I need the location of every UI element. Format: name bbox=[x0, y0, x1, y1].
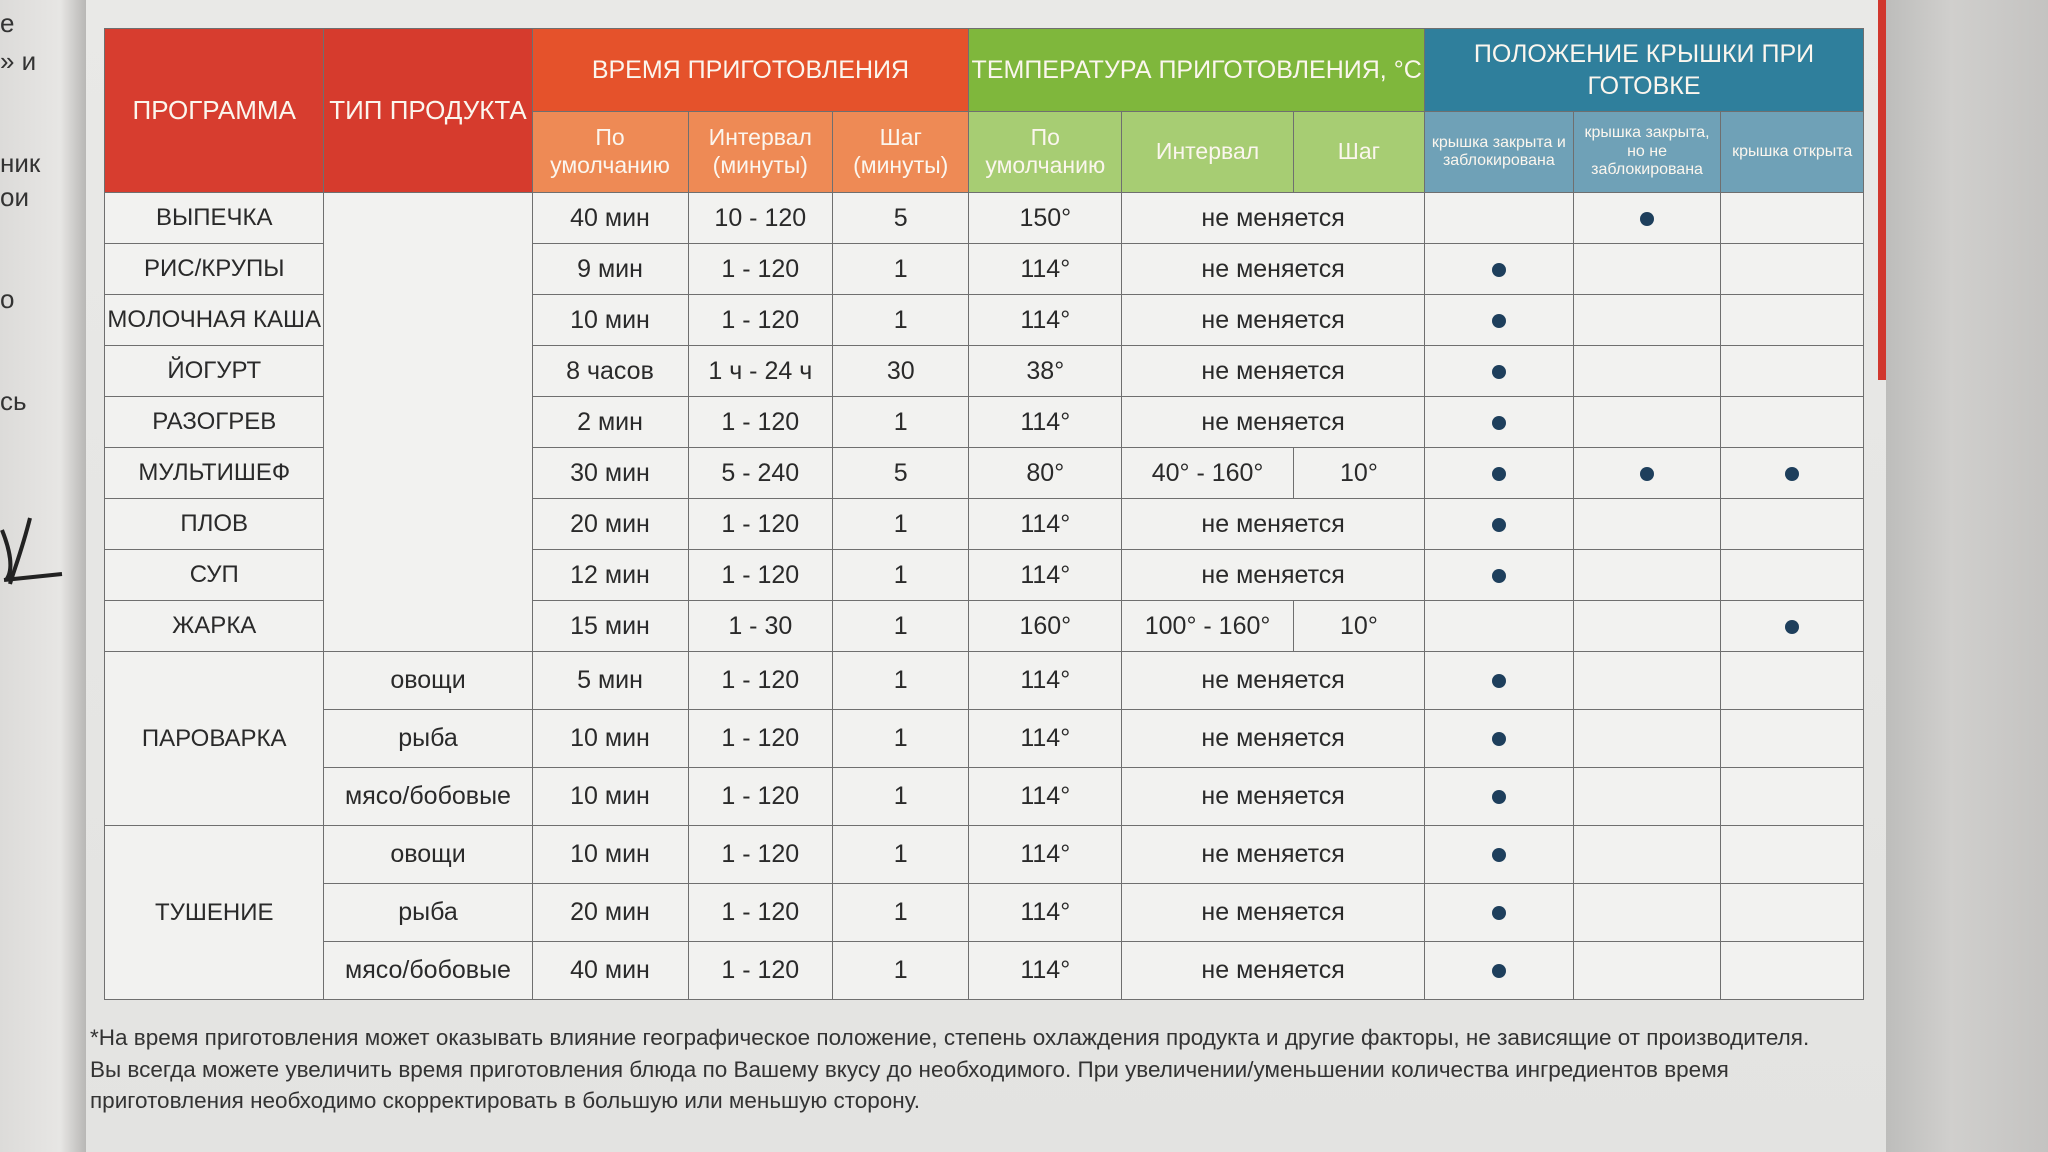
time-default: 5 мин bbox=[532, 652, 688, 710]
lid-closed-locked-cell bbox=[1424, 884, 1573, 942]
temp-default: 114° bbox=[969, 295, 1122, 346]
dot-marker-icon bbox=[1492, 906, 1506, 920]
dot-marker-icon bbox=[1492, 365, 1506, 379]
product-type: овощи bbox=[324, 826, 532, 884]
lid-closed-unlocked-cell bbox=[1573, 448, 1721, 499]
temp-interval: не меняется bbox=[1122, 710, 1425, 768]
time-default: 10 мин bbox=[532, 710, 688, 768]
temp-interval: не меняется bbox=[1122, 652, 1425, 710]
lid-closed-unlocked-cell bbox=[1573, 295, 1721, 346]
lid-open-cell bbox=[1721, 193, 1864, 244]
dot-marker-icon bbox=[1492, 674, 1506, 688]
table-row bbox=[105, 652, 1864, 710]
lid-closed-unlocked-cell bbox=[1573, 768, 1721, 826]
dot-marker-icon bbox=[1492, 518, 1506, 532]
program-name: РИС/КРУПЫ bbox=[105, 244, 324, 295]
time-step: 1 bbox=[833, 295, 969, 346]
page-accent-strip bbox=[1878, 0, 1886, 380]
lid-closed-unlocked-cell bbox=[1573, 499, 1721, 550]
table-row bbox=[105, 193, 1864, 244]
header-lid-position: ПОЛОЖЕНИЕ КРЫШКИ ПРИ ГОТОВКЕ bbox=[1424, 29, 1863, 112]
dot-marker-icon bbox=[1640, 467, 1654, 481]
time-default: 10 мин bbox=[532, 295, 688, 346]
lid-open-cell bbox=[1721, 942, 1864, 1000]
header-temperature: ТЕМПЕРАТУРА ПРИГОТОВЛЕНИЯ, °С bbox=[969, 29, 1425, 112]
time-step: 5 bbox=[833, 448, 969, 499]
lid-closed-locked-cell bbox=[1424, 499, 1573, 550]
header-temp-interval: Интервал bbox=[1122, 112, 1294, 193]
temp-default: 114° bbox=[969, 884, 1122, 942]
lid-open-cell bbox=[1721, 448, 1864, 499]
dot-marker-icon bbox=[1492, 964, 1506, 978]
temp-interval: не меняется bbox=[1122, 768, 1425, 826]
temp-default: 114° bbox=[969, 397, 1122, 448]
product-type: мясо/бобовые bbox=[324, 768, 532, 826]
time-step: 1 bbox=[833, 652, 969, 710]
time-step: 30 bbox=[833, 346, 969, 397]
program-name: МОЛОЧНАЯ КАША bbox=[105, 295, 324, 346]
program-name: МУЛЬТИШЕФ bbox=[105, 448, 324, 499]
time-default: 9 мин bbox=[532, 244, 688, 295]
header-time-default: По умолчанию bbox=[532, 112, 688, 193]
lid-closed-locked-cell bbox=[1424, 710, 1573, 768]
lid-closed-unlocked-cell bbox=[1573, 652, 1721, 710]
table-row bbox=[105, 768, 1864, 826]
header-lid-open: крышка открыта bbox=[1721, 112, 1864, 193]
product-type: рыба bbox=[324, 884, 532, 942]
temp-default: 114° bbox=[969, 768, 1122, 826]
time-default: 15 мин bbox=[532, 601, 688, 652]
header-lid-closed-locked: крышка закрыта и заблокирована bbox=[1424, 112, 1573, 193]
dot-marker-icon bbox=[1492, 848, 1506, 862]
lid-open-cell bbox=[1721, 397, 1864, 448]
lid-closed-locked-cell bbox=[1424, 295, 1573, 346]
signature-scribble bbox=[0, 510, 70, 590]
temp-default: 150° bbox=[969, 193, 1122, 244]
header-lid-closed-unlocked: крышка закрыта, но не заблокирована bbox=[1573, 112, 1721, 193]
dot-marker-icon bbox=[1492, 569, 1506, 583]
time-step: 1 bbox=[833, 884, 969, 942]
temp-default: 38° bbox=[969, 346, 1122, 397]
time-step: 1 bbox=[833, 942, 969, 1000]
temp-default: 114° bbox=[969, 710, 1122, 768]
program-group-name: ПАРОВАРКА bbox=[105, 652, 324, 826]
temp-step: 10° bbox=[1293, 448, 1424, 499]
time-step: 1 bbox=[833, 244, 969, 295]
temp-interval: 100° - 160° bbox=[1122, 601, 1294, 652]
time-step: 1 bbox=[833, 826, 969, 884]
temp-default: 114° bbox=[969, 550, 1122, 601]
time-default: 30 мин bbox=[532, 448, 688, 499]
temp-interval: не меняется bbox=[1122, 942, 1425, 1000]
temp-default: 114° bbox=[969, 942, 1122, 1000]
time-default: 8 часов bbox=[532, 346, 688, 397]
product-type: мясо/бобовые bbox=[324, 942, 532, 1000]
lid-open-cell bbox=[1721, 244, 1864, 295]
lid-closed-unlocked-cell bbox=[1573, 884, 1721, 942]
time-default: 12 мин bbox=[532, 550, 688, 601]
time-interval: 5 - 240 bbox=[688, 448, 833, 499]
lid-closed-unlocked-cell bbox=[1573, 710, 1721, 768]
lid-open-cell bbox=[1721, 550, 1864, 601]
time-step: 1 bbox=[833, 601, 969, 652]
table-row bbox=[105, 942, 1864, 1000]
header-temp-default: По умолчанию bbox=[969, 112, 1122, 193]
dot-marker-icon bbox=[1492, 314, 1506, 328]
time-interval: 10 - 120 bbox=[688, 193, 833, 244]
page-fragment: » и bbox=[0, 46, 37, 76]
lid-closed-locked-cell bbox=[1424, 193, 1573, 244]
lid-closed-locked-cell bbox=[1424, 244, 1573, 295]
temp-interval: 40° - 160° bbox=[1122, 448, 1294, 499]
dot-marker-icon bbox=[1492, 416, 1506, 430]
time-interval: 1 - 120 bbox=[688, 397, 833, 448]
lid-open-cell bbox=[1721, 652, 1864, 710]
time-interval: 1 - 120 bbox=[688, 550, 833, 601]
program-name: СУП bbox=[105, 550, 324, 601]
page-fragment: ои bbox=[0, 182, 29, 212]
time-interval: 1 - 120 bbox=[688, 295, 833, 346]
dot-marker-icon bbox=[1492, 732, 1506, 746]
lid-closed-unlocked-cell bbox=[1573, 193, 1721, 244]
lid-open-cell bbox=[1721, 710, 1864, 768]
product-type-empty bbox=[324, 193, 532, 652]
header-cook-time: ВРЕМЯ ПРИГОТОВЛЕНИЯ bbox=[532, 29, 969, 112]
time-default: 40 мин bbox=[532, 193, 688, 244]
temp-default: 114° bbox=[969, 244, 1122, 295]
lid-closed-locked-cell bbox=[1424, 652, 1573, 710]
lid-open-cell bbox=[1721, 601, 1864, 652]
temp-default: 114° bbox=[969, 826, 1122, 884]
lid-closed-locked-cell bbox=[1424, 550, 1573, 601]
page-fragment: о bbox=[0, 284, 15, 314]
dot-marker-icon bbox=[1492, 263, 1506, 277]
dot-marker-icon bbox=[1785, 620, 1799, 634]
time-interval: 1 - 120 bbox=[688, 768, 833, 826]
lid-open-cell bbox=[1721, 346, 1864, 397]
temp-default: 160° bbox=[969, 601, 1122, 652]
program-name: ПЛОВ bbox=[105, 499, 324, 550]
temp-step: 10° bbox=[1293, 601, 1424, 652]
dot-marker-icon bbox=[1492, 790, 1506, 804]
temp-interval: не меняется bbox=[1122, 499, 1425, 550]
dot-marker-icon bbox=[1640, 212, 1654, 226]
temp-interval: не меняется bbox=[1122, 193, 1425, 244]
header-time-interval: Интервал (минуты) bbox=[688, 112, 833, 193]
lid-closed-locked-cell bbox=[1424, 942, 1573, 1000]
time-default: 10 мин bbox=[532, 826, 688, 884]
header-product-type: ТИП ПРОДУКТА bbox=[324, 29, 532, 193]
time-default: 20 мин bbox=[532, 499, 688, 550]
lid-closed-unlocked-cell bbox=[1573, 397, 1721, 448]
lid-open-cell bbox=[1721, 826, 1864, 884]
lid-open-cell bbox=[1721, 768, 1864, 826]
lid-closed-unlocked-cell bbox=[1573, 601, 1721, 652]
temp-interval: не меняется bbox=[1122, 550, 1425, 601]
temp-interval: не меняется bbox=[1122, 244, 1425, 295]
temp-default: 114° bbox=[969, 652, 1122, 710]
time-default: 2 мин bbox=[532, 397, 688, 448]
page-fragment: сь bbox=[0, 386, 27, 416]
lid-closed-locked-cell bbox=[1424, 397, 1573, 448]
temp-default: 80° bbox=[969, 448, 1122, 499]
lid-closed-locked-cell bbox=[1424, 346, 1573, 397]
time-step: 5 bbox=[833, 193, 969, 244]
lid-closed-locked-cell bbox=[1424, 601, 1573, 652]
page-fragment: е bbox=[0, 8, 15, 38]
temp-interval: не меняется bbox=[1122, 884, 1425, 942]
manual-page bbox=[86, 0, 1886, 1152]
temp-interval: не меняется bbox=[1122, 295, 1425, 346]
table-row bbox=[105, 884, 1864, 942]
time-interval: 1 - 120 bbox=[688, 652, 833, 710]
lid-open-cell bbox=[1721, 295, 1864, 346]
footnote: *На время приготовления может оказывать влияние географическое положение, степень охлаждения продукта и другие факторы, не зависящие от производителя. Вы всегда можете увеличить время приготовления блюда по Вашему вкусу до необходимого. При увеличении/уменьшении количества ингредиентов время приготовления необходимо скорректировать в большую или меньшую сторону. bbox=[90, 1025, 1810, 1113]
header-temp-step: Шаг bbox=[1293, 112, 1424, 193]
lid-closed-locked-cell bbox=[1424, 826, 1573, 884]
adjacent-page-edge bbox=[0, 0, 86, 1152]
lid-closed-unlocked-cell bbox=[1573, 244, 1721, 295]
lid-open-cell bbox=[1721, 499, 1864, 550]
time-interval: 1 - 120 bbox=[688, 826, 833, 884]
time-step: 1 bbox=[833, 397, 969, 448]
header-time-step: Шаг (минуты) bbox=[833, 112, 969, 193]
temp-interval: не меняется bbox=[1122, 826, 1425, 884]
time-step: 1 bbox=[833, 710, 969, 768]
dot-marker-icon bbox=[1785, 467, 1799, 481]
table-row bbox=[105, 826, 1864, 884]
program-name: ВЫПЕЧКА bbox=[105, 193, 324, 244]
lid-open-cell bbox=[1721, 884, 1864, 942]
time-interval: 1 - 120 bbox=[688, 244, 833, 295]
temp-interval: не меняется bbox=[1122, 397, 1425, 448]
lid-closed-locked-cell bbox=[1424, 768, 1573, 826]
time-step: 1 bbox=[833, 768, 969, 826]
program-name: ЙОГУРТ bbox=[105, 346, 324, 397]
lid-closed-unlocked-cell bbox=[1573, 346, 1721, 397]
time-interval: 1 ч - 24 ч bbox=[688, 346, 833, 397]
next-page-edge bbox=[1886, 0, 2048, 1152]
page-fragment: ник bbox=[0, 148, 41, 178]
time-step: 1 bbox=[833, 499, 969, 550]
time-interval: 1 - 120 bbox=[688, 884, 833, 942]
table-row bbox=[105, 710, 1864, 768]
time-interval: 1 - 30 bbox=[688, 601, 833, 652]
dot-marker-icon bbox=[1492, 467, 1506, 481]
programs-table bbox=[104, 28, 1864, 1000]
time-interval: 1 - 120 bbox=[688, 710, 833, 768]
program-group-name: ТУШЕНИЕ bbox=[105, 826, 324, 1000]
program-name: РАЗОГРЕВ bbox=[105, 397, 324, 448]
time-step: 1 bbox=[833, 550, 969, 601]
time-default: 10 мин bbox=[532, 768, 688, 826]
lid-closed-unlocked-cell bbox=[1573, 550, 1721, 601]
product-type: овощи bbox=[324, 652, 532, 710]
lid-closed-locked-cell bbox=[1424, 448, 1573, 499]
time-default: 20 мин bbox=[532, 884, 688, 942]
time-interval: 1 - 120 bbox=[688, 499, 833, 550]
product-type: рыба bbox=[324, 710, 532, 768]
lid-closed-unlocked-cell bbox=[1573, 826, 1721, 884]
temp-default: 114° bbox=[969, 499, 1122, 550]
temp-interval: не меняется bbox=[1122, 346, 1425, 397]
header-program: ПРОГРАММА bbox=[105, 29, 324, 193]
time-interval: 1 - 120 bbox=[688, 942, 833, 1000]
program-name: ЖАРКА bbox=[105, 601, 324, 652]
time-default: 40 мин bbox=[532, 942, 688, 1000]
lid-closed-unlocked-cell bbox=[1573, 942, 1721, 1000]
